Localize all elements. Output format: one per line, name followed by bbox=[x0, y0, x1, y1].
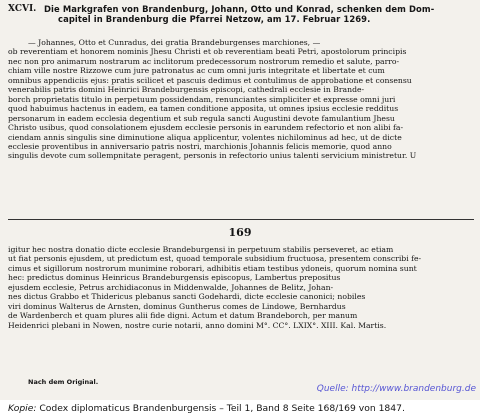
text-line: cimus et sigillorum nostrorum munimine roborari, adhibitis etiam testibus ydoneis, quorum nomina sunt bbox=[8, 263, 417, 273]
text-line: nes dictus Grabbo et Thidericus plebanus sancti Godehardi, dicte ecclesie canonici; nobiles bbox=[8, 292, 366, 302]
text-line: chiam ville nostre Rizzowe cum jure patronatus ac cum omni juris integritate et libertate et cum bbox=[8, 66, 385, 76]
text-line: ob reverentiam et honorem nominis Jhesu Christi et ob reverentiam beati Petri, apostolorum principis bbox=[8, 47, 407, 57]
caption-label: Kopie: bbox=[8, 403, 37, 414]
paragraph-main bbox=[8, 38, 474, 161]
text-line: personarum in eadem ecclesia degentium et sub regula sancti Augustini devote famulantium Jhesu bbox=[8, 113, 395, 123]
text-line: ut fiat personis ejusdem, ut predictum est, quoad temporale subsidium fructuosa, presentem conscribi fe- bbox=[8, 254, 422, 264]
watermark: Quelle: http://www.brandenburg.de bbox=[316, 384, 476, 394]
title-line: Die Markgrafen von Brandenburg, Johann, Otto und Konrad, schenken dem Dom- bbox=[44, 4, 435, 14]
source-note: Nach dem Original. bbox=[28, 378, 99, 386]
page-divider bbox=[8, 219, 474, 220]
text-line: — Johannes, Otto et Cunradus, dei gratia Brandeburgenses marchiones, — bbox=[28, 38, 321, 47]
document-title bbox=[44, 5, 476, 24]
text-line: Christo usibus, quod consolationem ejusdem ecclesie personis in earundem refectorio et non alibi fa- bbox=[8, 123, 404, 133]
paragraph-continuation bbox=[8, 245, 474, 330]
text-line: igitur hec nostra donatio dicte ecclesie Brandeburgensi in perpetuum stabilis perseveret, ac etiam bbox=[8, 245, 394, 254]
text-line: Heidenrici plebani in Nowen, nostre curie notarii, anno domini M°. CC°. LXIX°. XIII. Kal. Martis. bbox=[8, 320, 387, 330]
image-caption bbox=[8, 401, 472, 417]
caption-text: Codex diplomaticus Brandenburgensis – Teil 1, Band 8 Seite 168/169 von 1847. bbox=[39, 403, 405, 414]
document-number: XCVI. bbox=[8, 4, 37, 14]
text-line: quod habuimus hactenus in eadem, ea tamen conditione apposita, ut omnes ipsius ecclesie redditus bbox=[8, 104, 399, 114]
text-line: singulis devote cum sollempnitate peragent, personis in refectorio unius talenti servicium ministretur. U bbox=[8, 151, 417, 161]
text-line: nec non pro animarum nostrarum ac inclitorum predecessorum nostrorum remedio et salute, parro- bbox=[8, 56, 400, 66]
text-line: de Wardenberch et quam plures alii fide digni. Actum et datum Brandeborch, per manum bbox=[8, 311, 358, 321]
text-line: viri dominus Walterus de Arnsten, dominus Guntherus comes de Lindowe, Bernhardus bbox=[8, 301, 346, 311]
text-line: ciendam annis singulis sine diminutione aliqua applicentur, volentes nichilominus ad hec, ut de dicte bbox=[8, 132, 402, 142]
text-line: omnibus appendiciis ejus: pratis scilicet et pascuis dedimus et contulimus de approbatione et consensu bbox=[8, 75, 412, 85]
title-line: capitel in Brandenburg die Pfarrei Netzow, am 17. Februar 1269. bbox=[58, 13, 371, 24]
text-line: venerabilis patris domini Heinrici Brandeburgensis episcopi, cathedrali ecclesie in Brande- bbox=[8, 85, 365, 95]
text-line: borch proprietatis titulo in perpetuum possidendam, renunciantes simpliciter et expresse omni juri bbox=[8, 94, 396, 104]
text-line: ecclesie proventibus in anniversario patris nostri, marchionis Johannis felicis memorie, quod anno bbox=[8, 141, 392, 151]
text-line: hec: predictus dominus Heinricus Brandeburgensis episcopus, Lambertus prepositus bbox=[8, 273, 341, 283]
text-line: ejusdem ecclesie, Petrus archidiaconus in Middenwalde, Johannes de Belitz, Johan- bbox=[8, 282, 334, 292]
document-header bbox=[8, 5, 476, 24]
page-number: 169 bbox=[228, 226, 252, 239]
